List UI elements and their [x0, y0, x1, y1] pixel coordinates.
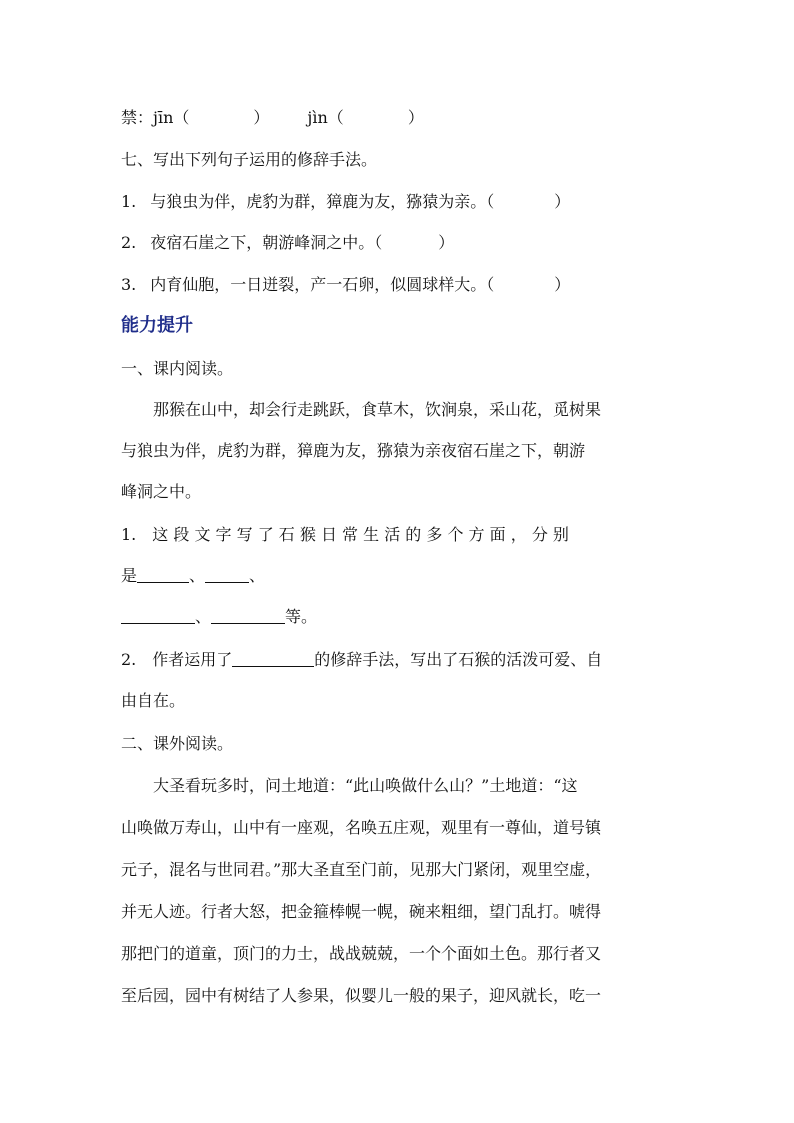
answer-blank[interactable] [211, 607, 285, 624]
answer-blank[interactable] [137, 566, 189, 583]
answer-blank[interactable] [205, 566, 249, 583]
ability-heading: 能力提升 [121, 315, 193, 336]
question-text: 的修辞手法，写出了石猴的活泼可爱、自 [314, 650, 603, 669]
pinyin-second: jìn（ [307, 108, 344, 127]
reading2-title: 二、课外阅读。 [121, 734, 234, 753]
item-number: 2. [121, 233, 137, 252]
item-number: 1. [121, 192, 137, 211]
reading1-line-3: 峰洞之中。 [121, 482, 202, 501]
section7-title: 七、写出下列句子运用的修辞手法。 [121, 150, 378, 169]
reading2-line-5: 那把门的道童，顶门的力士，战战兢兢，一个个面如土色。那行者又 [121, 944, 602, 963]
pinyin-line [121, 108, 424, 128]
reading2-line-4: 并无人迹。行者大怒，把金箍棒幌一幌，碗来粗细，望门乱打。唬得 [121, 902, 602, 921]
reading2-line-6: 至后园，园中有树结了人参果，似婴儿一般的果子，迎风就长，吃一 [121, 986, 602, 1005]
pinyin-second-close: ） [407, 108, 424, 127]
item-text: 内育仙胞，一日迸裂，产一石卵，似圆球样大。（ [150, 275, 495, 294]
answer-blank[interactable] [121, 607, 195, 624]
reading1-line-2: 与狼虫为伴，虎豹为群，獐鹿为友，猕猿为亲夜宿石崖之下，朝游 [121, 441, 586, 460]
section7-item-1 [121, 192, 570, 212]
question-text: 作者运用了 [152, 650, 233, 669]
pinyin-char: 禁： [121, 108, 154, 127]
question2-line2: 由自在。 [121, 691, 186, 710]
reading1-line-1: 那猴在山中，却会行走跳跃，食草木，饮涧泉，采山花，觅树果 [153, 400, 602, 419]
item-number: 3. [121, 275, 137, 294]
reading2-line-3: 元子，混名与世同君。”那大圣直至门前，见那大门紧闭，观里空虚， [121, 860, 602, 879]
question2-line1 [121, 650, 602, 670]
separator: 、 [249, 566, 266, 585]
question-number: 1. [121, 525, 137, 544]
reading1-title: 一、课内阅读。 [121, 359, 234, 378]
item-close: ） [554, 192, 571, 211]
answer-blank[interactable] [232, 650, 314, 667]
question1-line1 [121, 525, 569, 545]
question1-line2 [121, 566, 265, 586]
question-number: 2. [121, 650, 137, 669]
reading2-line-2: 山唤做万寿山，山中有一座观，名唤五庄观，观里有一尊仙，道号镇 [121, 818, 602, 837]
item-close: ） [438, 233, 455, 252]
section7-item-2 [121, 233, 454, 253]
question1-line3 [121, 607, 317, 627]
item-close: ） [554, 275, 571, 294]
separator: 、 [189, 566, 206, 585]
question-text: 是 [121, 566, 138, 585]
question-text: 这 段 文 字 写 了 石 猴 日 常 生 活 的 多 个 方 面 ， 分 别 [152, 525, 569, 544]
item-text: 夜宿石崖之下，朝游峰洞之中。（ [150, 233, 383, 252]
separator: 、 [195, 607, 212, 626]
question-text: 等。 [285, 607, 318, 626]
item-text: 与狼虫为伴，虎豹为群，獐鹿为友，猕猿为亲。（ [150, 192, 495, 211]
pinyin-first-close: ） [253, 108, 270, 127]
pinyin-first: jīn（ [153, 108, 190, 127]
section7-item-3 [121, 275, 570, 295]
reading2-line-1: 大圣看玩多时，问土地道：“此山唤做什么山？”土地道：“这 [153, 776, 578, 795]
